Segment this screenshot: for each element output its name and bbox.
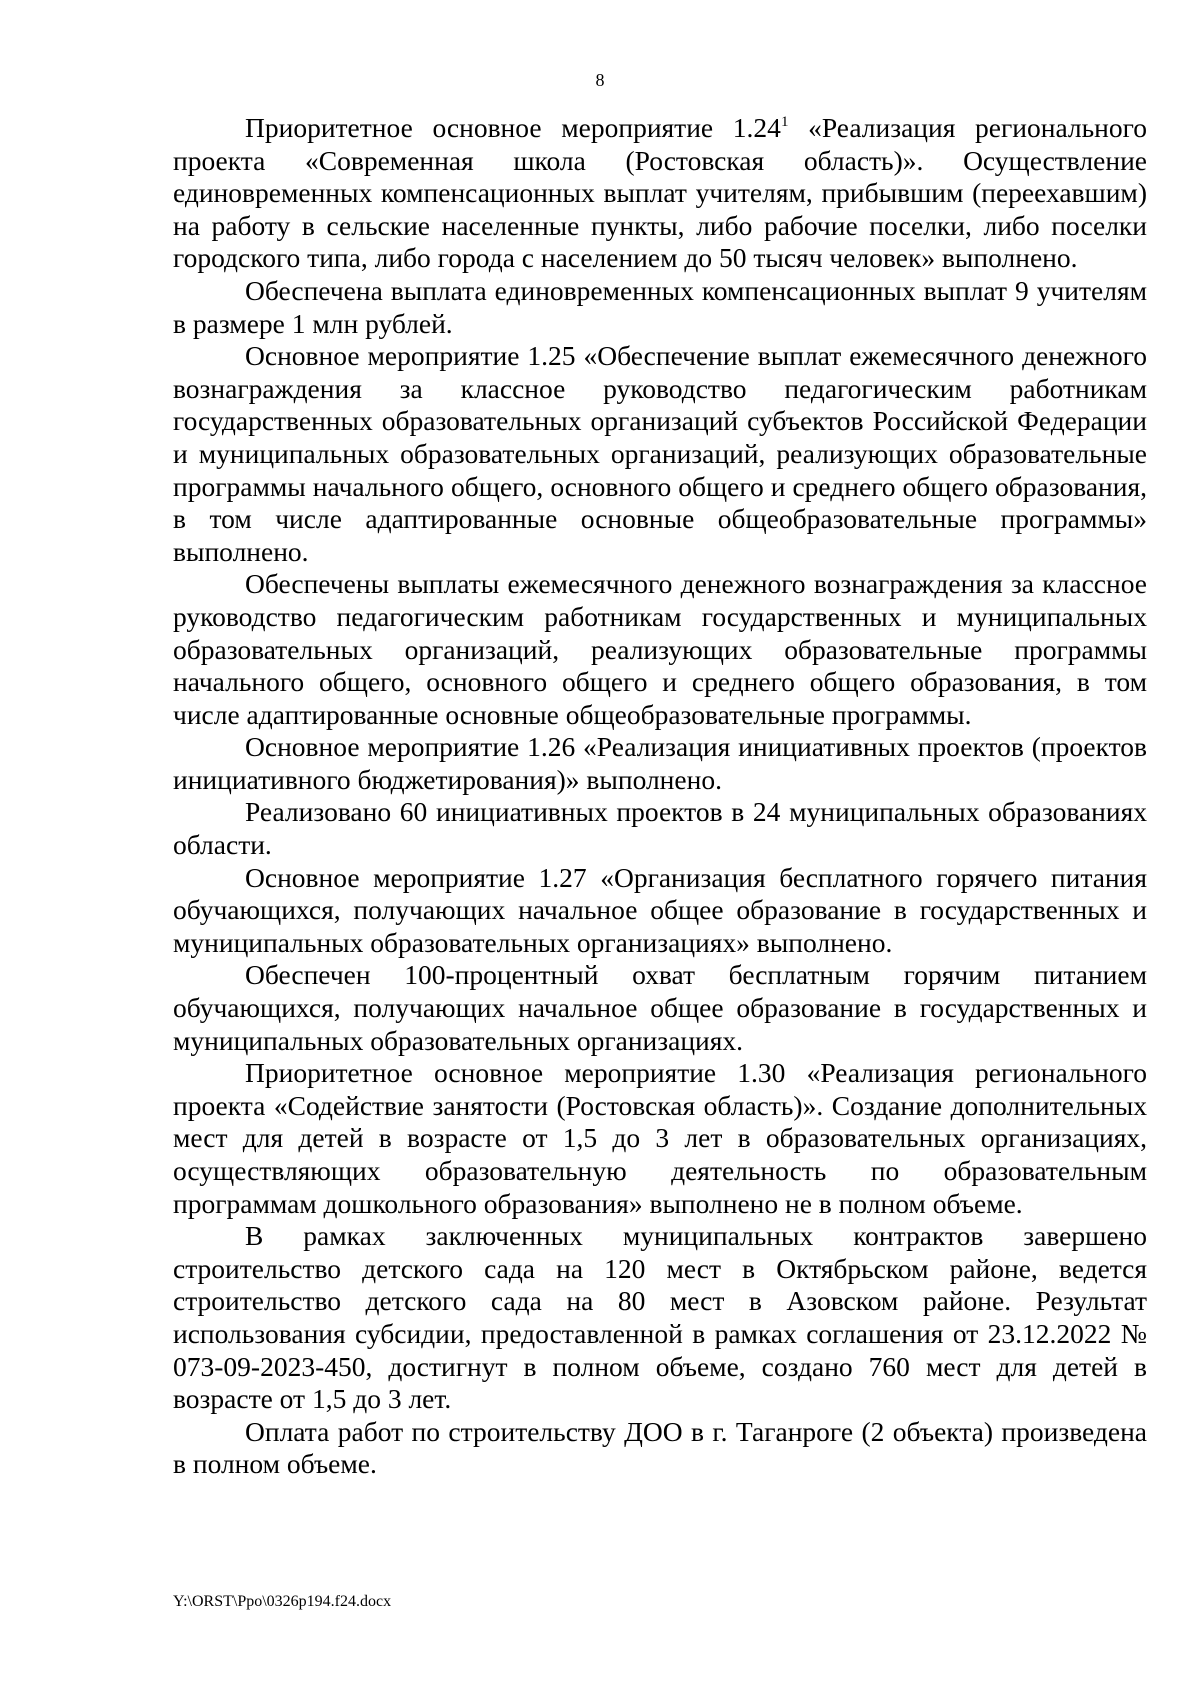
footer-file-path: Y:\ORST\Ppo\0326p194.f24.docx (173, 1593, 392, 1610)
paragraph-event-1-30: Приоритетное основное мероприятие 1.30 «Реализация регионального проекта «Содействие занятости (Ростовская область)». Создание дополнительных мест для детей в возрасте от 1,5 до 3 лет в образовательных организациях, осуществляющих образовательную деятельность по образовательным программам дошкольного образования» выполнено не в полном объеме. (173, 1057, 1147, 1219)
page-number: 8 (595, 70, 605, 90)
paragraph-event-1-24 (173, 112, 1147, 275)
paragraph-result-1-30-taganrog: Оплата работ по строительству ДОО в г. Таганроге (2 объекта) произведена в полном объеме. (173, 1415, 1147, 1480)
paragraph-event-1-26: Основное мероприятие 1.26 «Реализация инициативных проектов (проектов инициативного бюджетирования)» выполнено. (173, 731, 1147, 795)
document-body (173, 112, 1147, 1481)
paragraph-result-1-26: Реализовано 60 инициативных проектов в 24 муниципальных образованиях области. (173, 796, 1147, 861)
paragraph-text: «Реализация регионального проекта «Современная школа (Ростовская область)». Осуществление единовременных компенсационных выплат учителям, прибывшим (переехавшим) на работу в сельские населенные пункты, либо рабочие поселки, либо поселки городского типа, либо города с населением до 50 тысяч человек» выполнено. (173, 112, 1147, 274)
superscript-footnote: 1 (780, 114, 789, 130)
paragraph-text: Приоритетное основное мероприятие 1.24 (245, 112, 781, 143)
paragraph-event-1-27: Основное мероприятие 1.27 «Организация бесплатного горячего питания обучающихся, получающих начальное общее образование в государственных и муниципальных образовательных организациях» выполнено. (173, 861, 1147, 958)
paragraph-result-1-24: Обеспечена выплата единовременных компенсационных выплат 9 учителям в размере 1 млн рублей. (173, 274, 1147, 339)
paragraph-result-1-30-contracts: В рамках заключенных муниципальных контрактов завершено строительство детского сада на 120 мест в Октябрьском районе, ведется строительство детского сада на 80 мест в Азовском районе. Результат использования субсидии, предоставленной в рамках соглашения от 23.12.2022 № 073-09-2023-450, достигнут в полном объеме, создано 760 мест для детей в возрасте от 1,5 до 3 лет. (173, 1220, 1147, 1415)
paragraph-result-1-25: Обеспечены выплаты ежемесячного денежного вознаграждения за классное руководство педагогическим работникам государственных и муниципальных образовательных организаций, реализующих образовательные программы начального общего, основного общего и среднего общего образования, в том числе адаптированные основные общеобразовательные программы. (173, 568, 1147, 730)
paragraph-result-1-27: Обеспечен 100-процентный охват бесплатным горячим питанием обучающихся, получающих начальное общее образование в государственных и муниципальных образовательных организациях. (173, 959, 1147, 1056)
paragraph-event-1-25: Основное мероприятие 1.25 «Обеспечение выплат ежемесячного денежного вознаграждения за классное руководство педагогическим работникам государственных образовательных организаций субъектов Российской Федерации и муниципальных образовательных организаций, реализующих образовательные программы начального общего, основного общего и среднего общего образования, в том числе адаптированные основные общеобразовательные программы» выполнено. (173, 340, 1147, 567)
